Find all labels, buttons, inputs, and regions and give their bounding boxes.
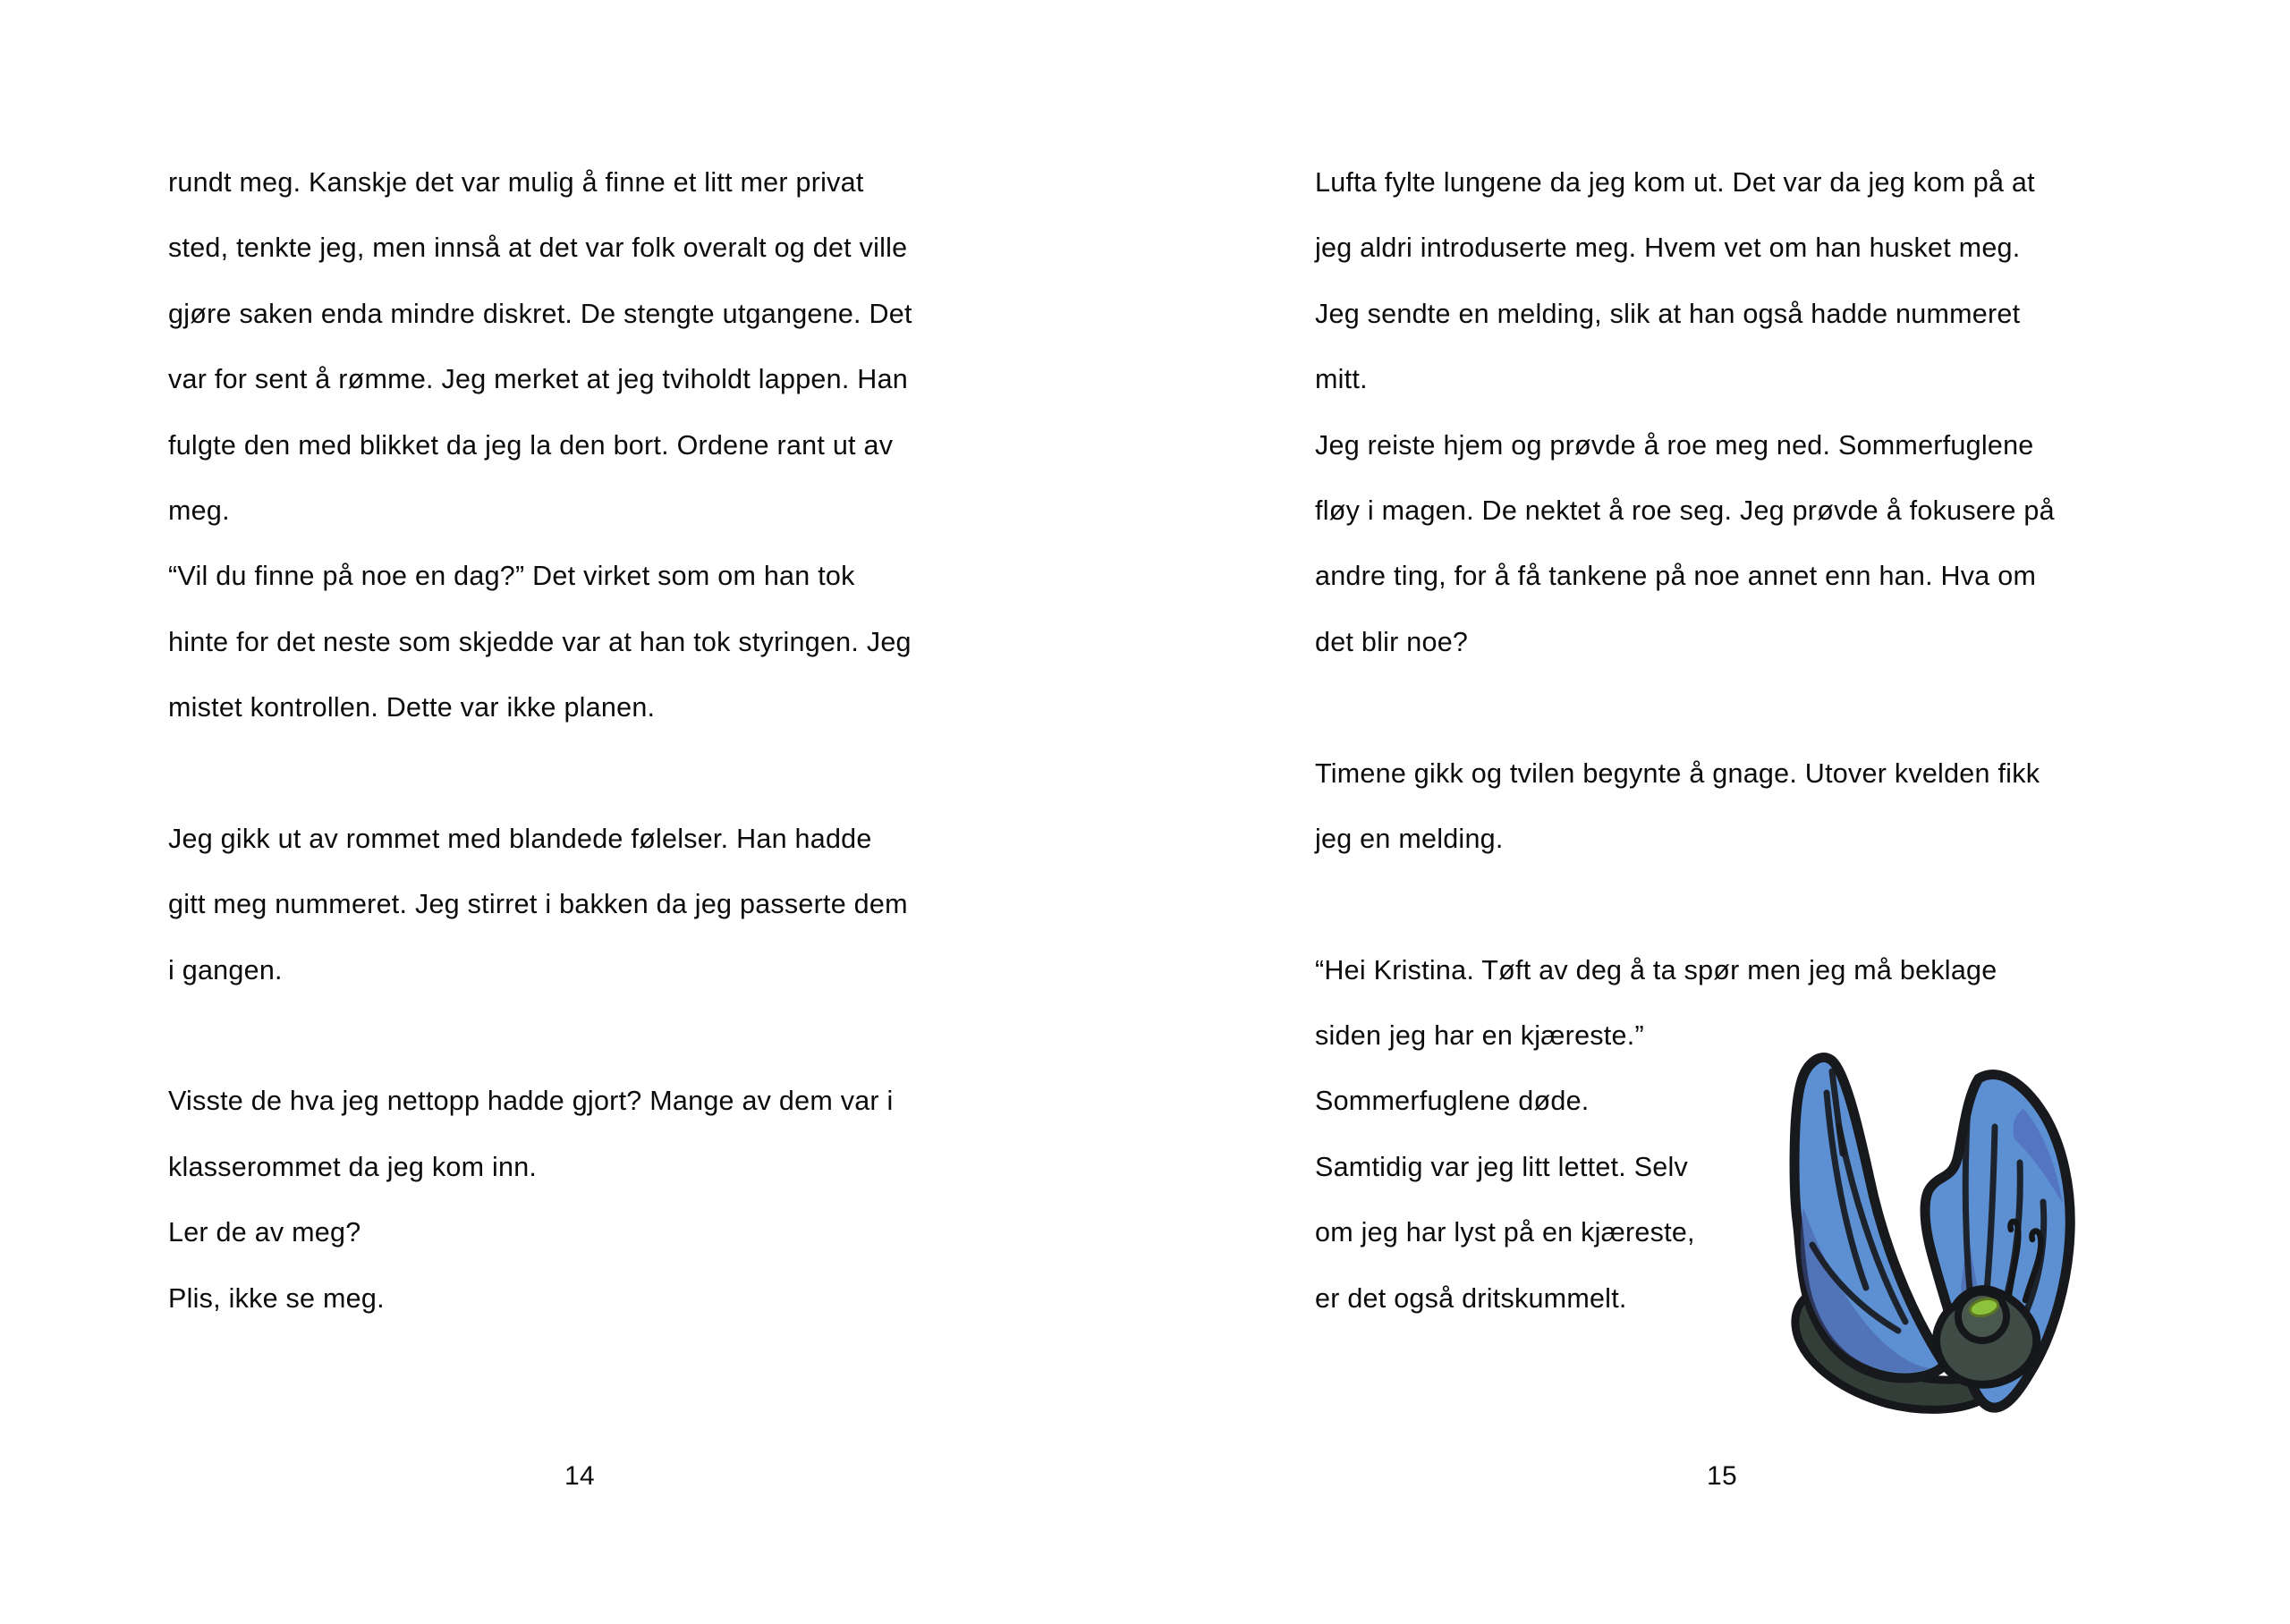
text-line: gitt meg nummeret. Jeg stirret i bakken da jeg passerte dem bbox=[168, 889, 908, 920]
text-line: klasserommet da jeg kom inn. bbox=[168, 1151, 538, 1182]
text-line: Visste de hva jeg nettopp hadde gjort? Mange av dem var i bbox=[168, 1086, 894, 1117]
text-line: sted, tenkte jeg, men innså at det var folk overalt og det ville bbox=[168, 233, 908, 264]
text-line: Sommerfuglene døde. bbox=[1315, 1086, 1590, 1117]
text-line: i gangen. bbox=[168, 954, 283, 985]
text-line bbox=[1315, 872, 2147, 937]
text-line: er det også dritskummelt. bbox=[1315, 1282, 1627, 1314]
text-line: fløy i magen. De nektet å roe seg. Jeg prøvde å fokusere på bbox=[1315, 495, 2055, 526]
text-line: Jeg gikk ut av rommet med blandede følelser. Han hadde bbox=[168, 823, 872, 854]
text-line: “Vil du finne på noe en dag?” Det virket som om han tok bbox=[168, 561, 855, 592]
text-line: jeg aldri introduserte meg. Hvem vet om han husket meg. bbox=[1315, 233, 2021, 264]
page-number-right: 15 bbox=[1707, 1461, 1737, 1491]
text-line: Ler de av meg? bbox=[168, 1217, 361, 1248]
text-line: Plis, ikke se meg. bbox=[168, 1282, 385, 1314]
text-line: mitt. bbox=[1315, 364, 1368, 395]
text-line: mistet kontrollen. Dette var ikke planen. bbox=[168, 692, 656, 723]
left-page-text bbox=[168, 150, 1031, 1332]
text-line: om jeg har lyst på en kjæreste, bbox=[1315, 1217, 1695, 1248]
text-line: “Hei Kristina. Tøft av deg å ta spør men jeg må beklage bbox=[1315, 954, 1997, 985]
text-line: meg. bbox=[168, 495, 230, 526]
text-line: Jeg sendte en melding, slik at han også hadde nummeret bbox=[1315, 298, 2021, 329]
butterfly-illustration bbox=[1769, 1025, 2091, 1445]
text-line: hinte for det neste som skjedde var at han tok styringen. Jeg bbox=[168, 626, 912, 657]
page-number-left: 14 bbox=[564, 1461, 595, 1491]
text-line bbox=[168, 741, 1031, 807]
text-line: andre ting, for å få tankene på noe annet enn han. Hva om bbox=[1315, 561, 2037, 592]
text-line: jeg en melding. bbox=[1315, 823, 1504, 854]
text-line: fulgte den med blikket da jeg la den bort. Ordene rant ut av bbox=[168, 429, 894, 461]
text-line: Samtidig var jeg litt lettet. Selv bbox=[1315, 1151, 1689, 1182]
text-line bbox=[168, 1003, 1031, 1069]
text-line: rundt meg. Kanskje det var mulig å finne et litt mer privat bbox=[168, 167, 864, 198]
text-line: gjøre saken enda mindre diskret. De stengte utgangene. Det bbox=[168, 298, 912, 329]
text-line bbox=[1315, 675, 2147, 740]
text-line: var for sent å rømme. Jeg merket at jeg tviholdt lappen. Han bbox=[168, 364, 909, 395]
text-line: siden jeg har en kjæreste.” bbox=[1315, 1020, 1644, 1052]
text-line: Jeg reiste hjem og prøvde å roe meg ned. Sommerfuglene bbox=[1315, 429, 2034, 461]
text-line: Timene gikk og tvilen begynte å gnage. Utover kvelden fikk bbox=[1315, 757, 2040, 789]
text-line: Lufta fylte lungene da jeg kom ut. Det var da jeg kom på at bbox=[1315, 167, 2035, 198]
text-line: det blir noe? bbox=[1315, 626, 1469, 657]
